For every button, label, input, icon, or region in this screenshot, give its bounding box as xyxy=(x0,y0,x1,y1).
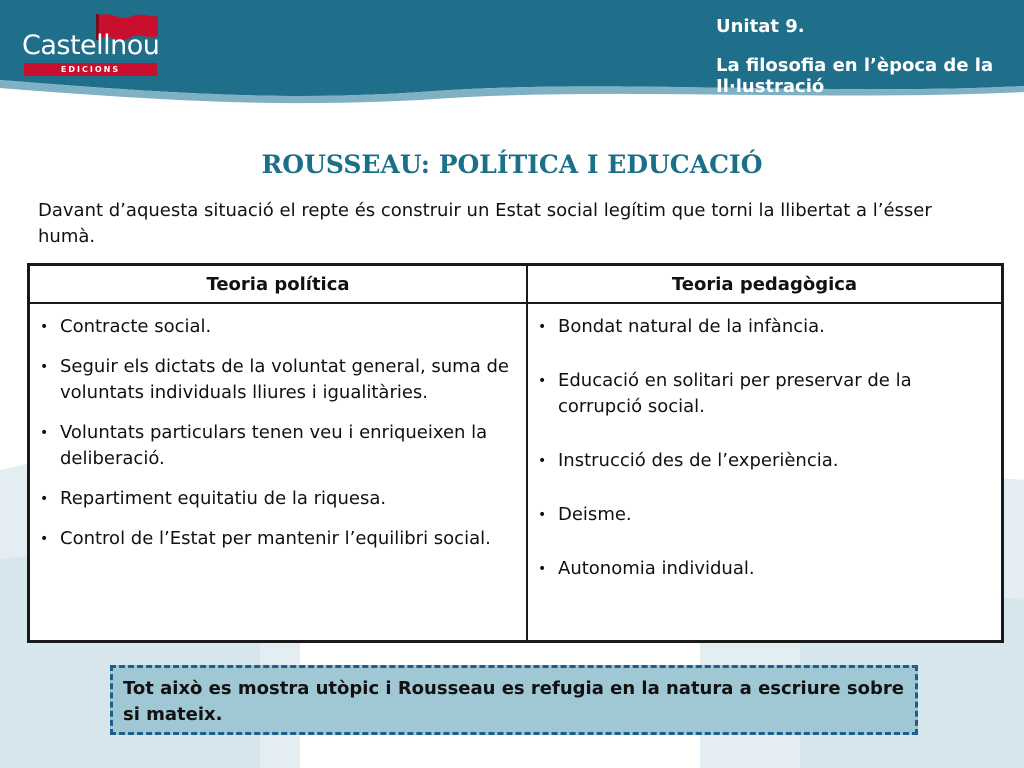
list-item xyxy=(536,556,991,582)
bullet-icon: • xyxy=(538,453,547,469)
bullet-icon: • xyxy=(538,507,547,523)
list-item xyxy=(536,368,991,420)
unit-label: Unitat 9. xyxy=(716,16,805,37)
page-title: ROUSSEAU: POLÍTICA I EDUCACIÓ xyxy=(261,150,763,179)
list-item-text: Control de l’Estat per mantenir l’equilibri social. xyxy=(60,528,491,549)
list-item-text: Contracte social. xyxy=(60,316,212,337)
bullet-icon: • xyxy=(538,373,547,389)
list-item-text: Repartiment equitatiu de la riquesa. xyxy=(60,488,387,509)
bullet-icon: • xyxy=(40,425,49,441)
bullet-icon: • xyxy=(40,531,49,547)
list-item xyxy=(38,486,516,512)
bullet-icon: • xyxy=(40,491,49,507)
theory-table xyxy=(27,263,1004,643)
header-political-theory: Teoria política xyxy=(29,265,528,304)
list-item xyxy=(38,526,516,552)
political-theory-cell xyxy=(29,303,528,642)
table-header-row xyxy=(29,265,1003,304)
pedagogical-theory-cell xyxy=(527,303,1003,642)
list-item-text: Voluntats particulars tenen veu i enriqueixen la deliberació. xyxy=(60,422,488,469)
header-pedagogical-theory: Teoria pedagògica xyxy=(527,265,1003,304)
list-item-text: Bondat natural de la infància. xyxy=(558,316,825,337)
list-item xyxy=(38,314,516,340)
list-item-text: Deisme. xyxy=(558,504,632,525)
pedagogical-theory-list xyxy=(536,314,991,582)
list-item xyxy=(38,420,516,472)
list-item-text: Autonomia individual. xyxy=(558,558,755,579)
table-row xyxy=(29,303,1003,642)
list-item xyxy=(536,314,991,340)
logo-subtitle: EDICIONS xyxy=(60,65,121,74)
conclusion-callout: Tot això es mostra utòpic i Rousseau es refugia en la natura a escriure sobre si mateix. xyxy=(110,665,918,735)
list-item-text: Educació en solitari per preservar de la corrupció social. xyxy=(558,370,912,417)
logo-name: Castellnou xyxy=(22,30,160,61)
unit-subtitle: La filosofia en l’època de la Il·lustració xyxy=(716,55,994,97)
bullet-icon: • xyxy=(40,359,49,375)
political-theory-list xyxy=(38,314,516,552)
intro-text: Davant d’aquesta situació el repte és construir un Estat social legítim que torni la llibertat a l’ésser humà. xyxy=(38,200,932,247)
list-item-text: Seguir els dictats de la voluntat general, suma de voluntats individuals lliures i igualitàries. xyxy=(60,356,509,403)
bullet-icon: • xyxy=(538,319,547,335)
list-item-text: Instrucció des de l’experiència. xyxy=(558,450,839,471)
bullet-icon: • xyxy=(538,561,547,577)
list-item xyxy=(38,354,516,406)
bullet-icon: • xyxy=(40,319,49,335)
list-item xyxy=(536,448,991,474)
list-item xyxy=(536,502,991,528)
